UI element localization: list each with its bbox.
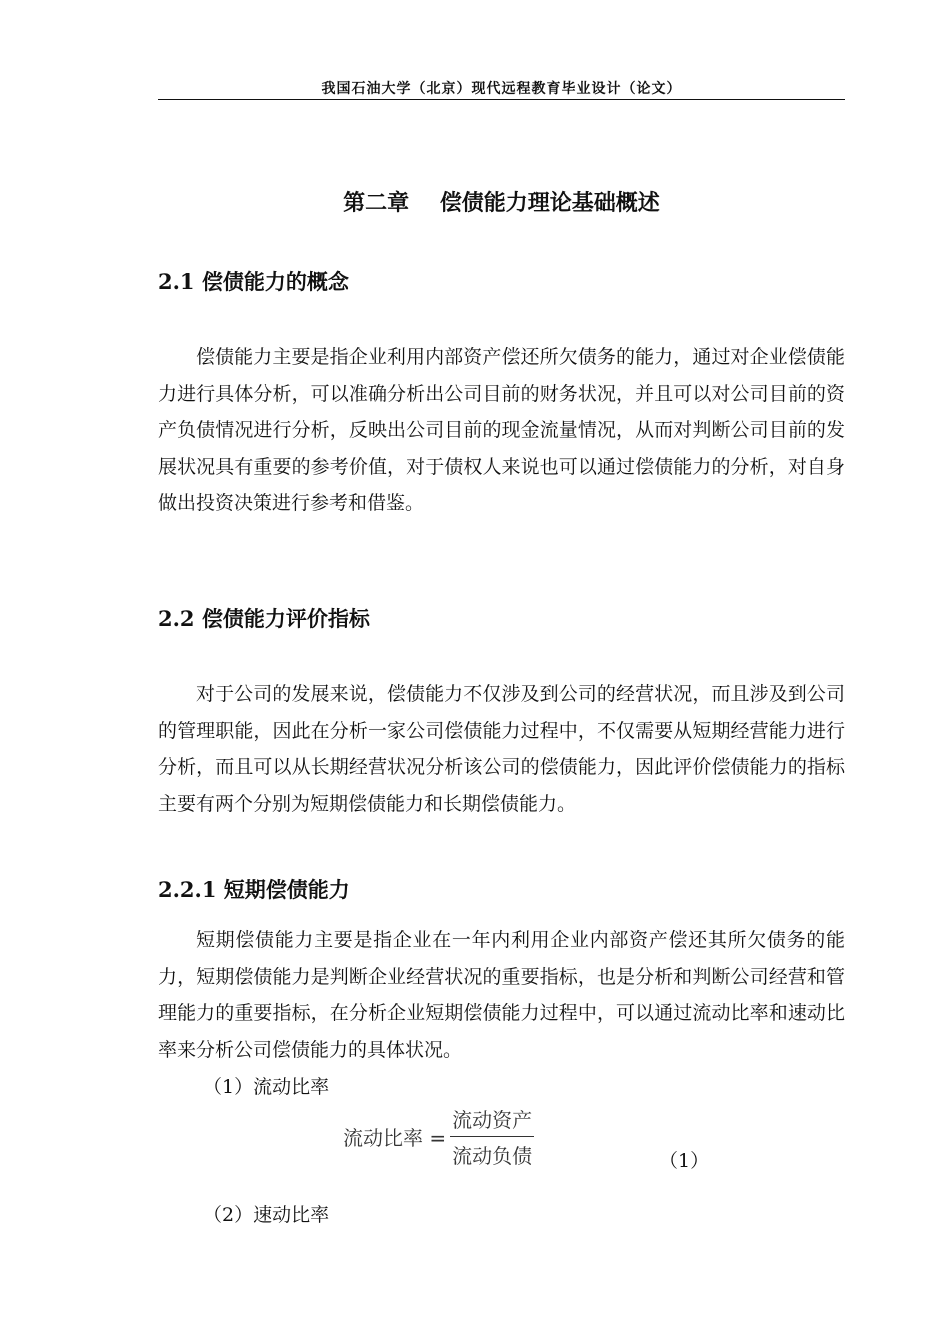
formula-denominator: 流动负债 [452, 1144, 533, 1168]
header-rule [158, 99, 845, 100]
equation-number: （1） [659, 1150, 710, 1172]
paragraph-2-1: 偿债能力主要是指企业利用内部资产偿还所欠债务的能力，通过对企业偿债能力进行具体分析，可以准确分析出公司目前的财务状况，并且可以对公司目前的资产负债情况进行分析，反映出公司目前的现金流量情况，从而对判断公司目前的发展状况具有重要的参考价值，对于债权人来说也可以通过偿债能力的分析，对自身做出投资决策进行参考和借鉴。 [158, 346, 845, 514]
section-heading-2-1: 2.1 偿债能力的概念 [158, 269, 349, 294]
formula-lhs: 流动比率 = [343, 1126, 447, 1150]
list-item-quick-ratio: （2）速动比率 [203, 1204, 330, 1226]
current-ratio-formula [343, 1104, 534, 1169]
paragraph-2-2-1: 短期偿债能力主要是指企业在一年内利用企业内部资产偿还其所欠债务的能力，短期偿债能力是判断企业经营状况的重要指标，也是分析和判断公司经营和管理能力的重要指标，在分析企业短期偿债能力过程中，可以通过流动比率和速动比率来分析公司偿债能力的具体状况。 [158, 929, 845, 1061]
section-heading-2-2-1: 2.2.1 短期偿债能力 [158, 877, 350, 902]
chapter-title: 第二章 偿债能力理论基础概述 [343, 190, 660, 216]
formula-fraction [450, 1104, 534, 1169]
section-heading-2-2: 2.2 偿债能力评价指标 [158, 606, 370, 631]
list-item-current-ratio: （1）流动比率 [203, 1076, 330, 1098]
paragraph-2-2: 对于公司的发展来说，偿债能力不仅涉及到公司的经营状况，而且涉及到公司的管理职能，因此在分析一家公司偿债能力过程中，不仅需要从短期经营能力进行分析，而且可以从长期经营状况分析该公司的偿债能力，因此评价偿债能力的指标主要有两个分别为短期偿债能力和长期偿债能力。 [158, 683, 845, 815]
formula-numerator: 流动资产 [452, 1108, 533, 1132]
running-header: 我国石油大学（北京）现代远程教育毕业设计（论文） [321, 81, 682, 97]
